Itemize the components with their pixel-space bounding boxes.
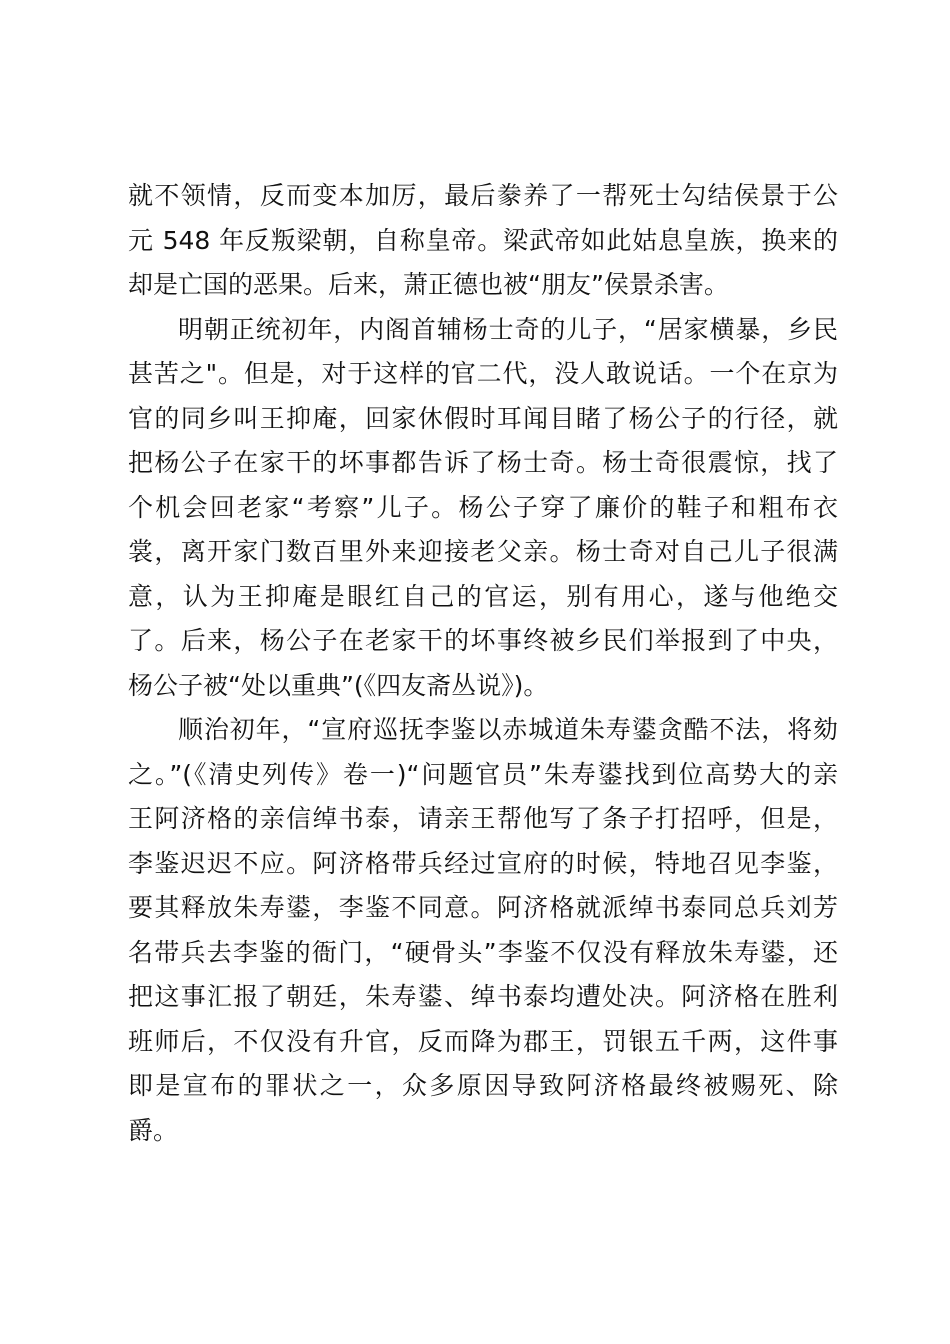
text-line: 王阿济格的亲信绰书泰，请亲王帮他写了条子打招呼，但是，	[128, 804, 838, 833]
text-line: 杨公子被“处以重典”(《四友斋丛说》)。	[128, 670, 549, 700]
text-line: 明朝正统初年，内阁首辅杨士奇的儿子，“居家横暴，乡民	[178, 314, 838, 344]
text-line: 个机会回老家“考察”儿子。杨公子穿了廉价的鞋子和粗布衣	[128, 492, 838, 522]
text-line: 把杨公子在家干的坏事都告诉了杨士奇。杨士奇很震惊，找了	[128, 448, 838, 477]
text-line: 班师后，不仅没有升官，反而降为郡王，罚银五千两，这件事	[128, 1026, 838, 1056]
text-line: 顺治初年，“宣府巡抚李鉴以赤城道朱寿鍙贪酷不法，将劾	[178, 715, 838, 744]
text-line: 名带兵去李鉴的衙门，“硬骨头”李鉴不仅没有释放朱寿鍙，还	[128, 937, 838, 967]
text-line: 甚苦之"。但是，对于这样的官二代，没人敢说话。一个在京为	[128, 359, 838, 388]
paragraph-1	[128, 174, 838, 308]
paragraph-2	[128, 308, 838, 709]
paragraph-3	[128, 708, 838, 1153]
text-line: 官的同乡叫王抑庵，回家休假时耳闻目睹了杨公子的行径，就	[128, 403, 838, 433]
text-line: 要其释放朱寿鍙，李鉴不同意。阿济格就派绰书泰同总兵刘芳	[128, 893, 838, 922]
text-line: 就不领情，反而变本加厉，最后豢养了一帮死士勾结侯景于公	[128, 181, 838, 210]
text-line: 意，认为王抑庵是眼红自己的官运，别有用心，遂与他绝交	[128, 581, 838, 611]
text-line: 元 548 年反叛梁朝，自称皇帝。梁武帝如此姑息皇族，换来的	[128, 225, 838, 255]
text-line: 了。后来，杨公子在老家干的坏事终被乡民们举报到了中央，	[128, 626, 838, 655]
document-page	[128, 174, 838, 1153]
text-line: 之。”(《清史列传》卷一)“问题官员”朱寿鍙找到位高势大的亲	[128, 759, 838, 789]
text-line: 裳，离开家门数百里外来迎接老父亲。杨士奇对自己儿子很满	[128, 537, 838, 566]
text-line: 把这事汇报了朝廷，朱寿鍙、绰书泰均遭处决。阿济格在胜利	[128, 982, 838, 1011]
text-line: 李鉴迟迟不应。阿济格带兵经过宣府的时候，特地召见李鉴，	[128, 848, 838, 878]
text-line: 即是宣布的罪状之一，众多原因导致阿济格最终被赐死、除	[128, 1071, 838, 1100]
text-line: 爵。	[128, 1115, 179, 1145]
text-line: 却是亡国的恶果。后来，萧正德也被“朋友”侯景杀害。	[128, 270, 729, 299]
